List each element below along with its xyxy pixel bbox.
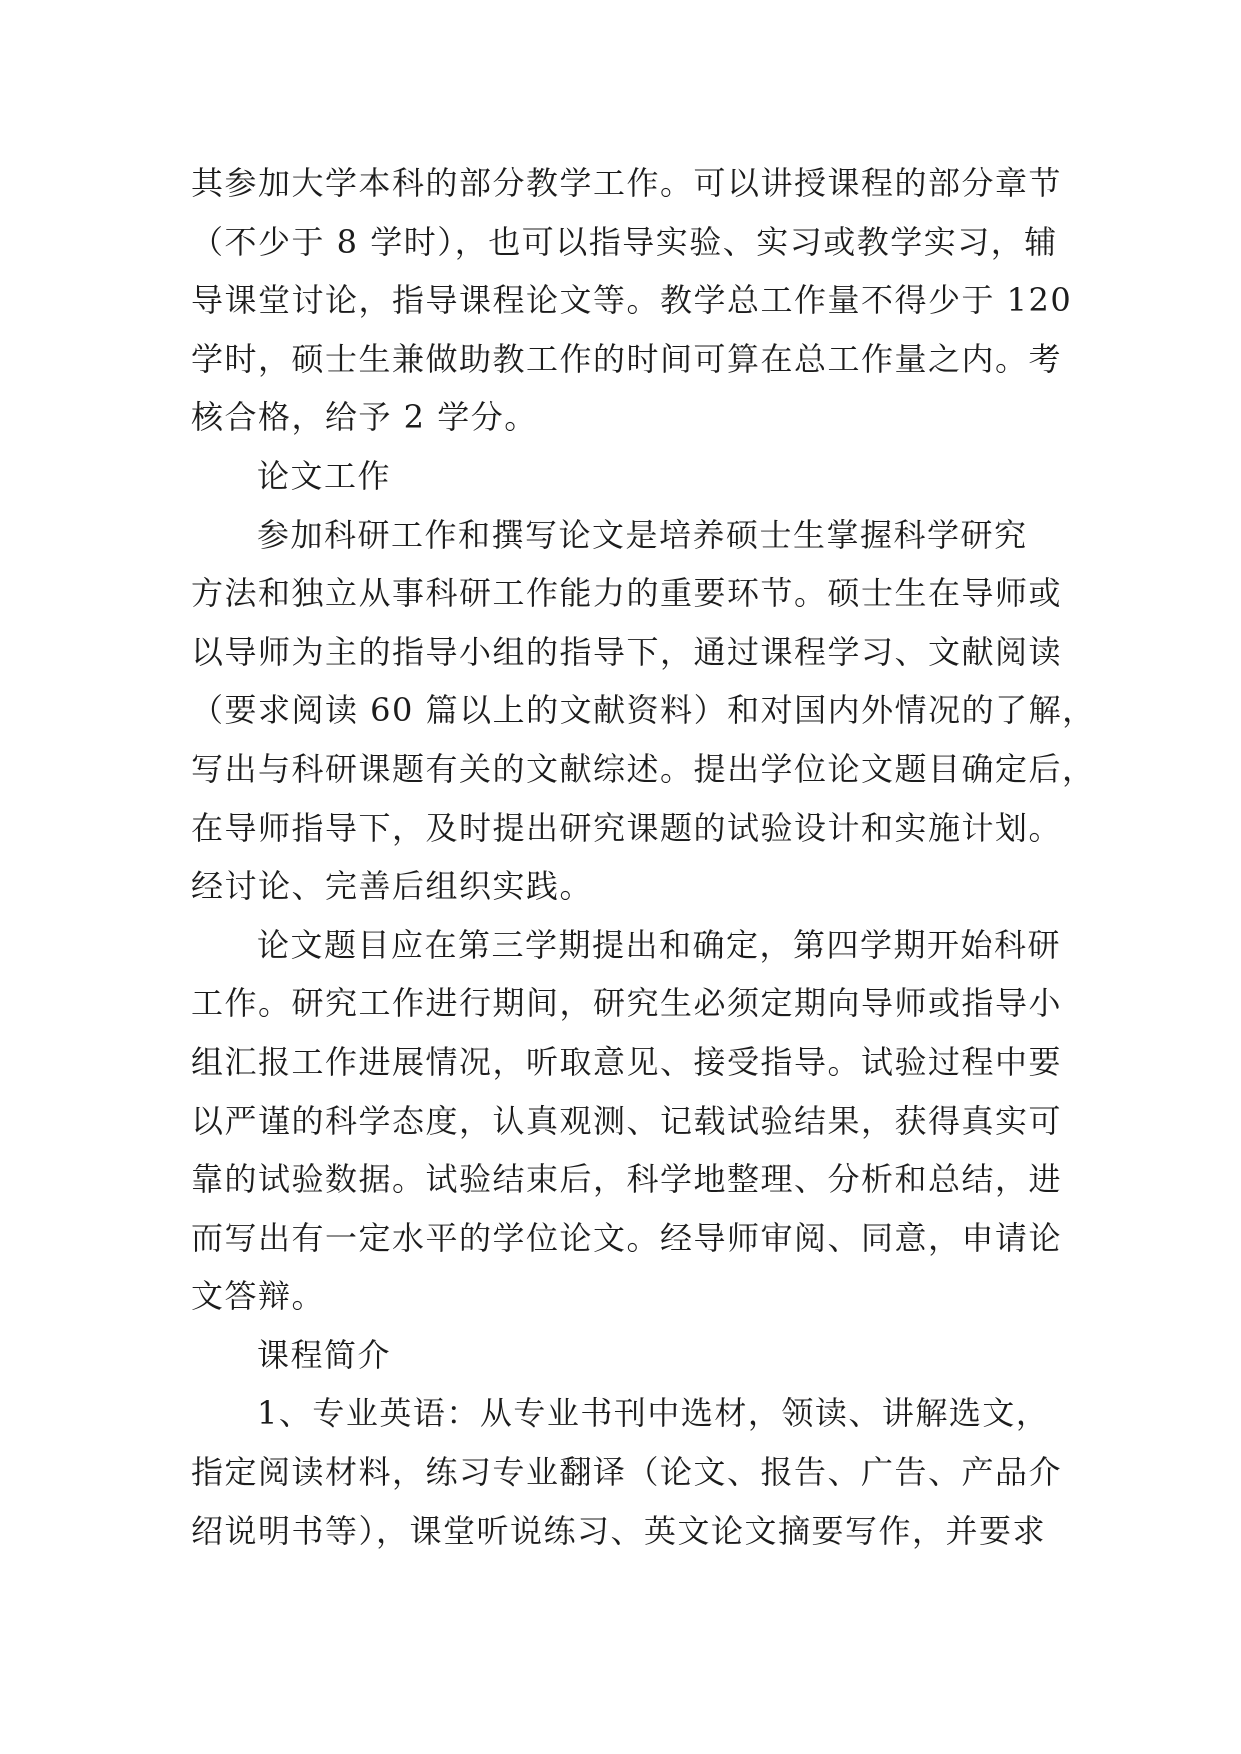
text-line: 经讨论、完善后组织实践。 xyxy=(191,867,594,906)
document-body xyxy=(191,154,1096,1560)
text-line: 核合格，给予 2 学分。 xyxy=(191,398,538,437)
text-line: 工作。研究工作进行期间，研究生必须定期向导师或指导小 xyxy=(191,984,1063,1023)
text-line: 绍说明书等），课堂听说练习、英文论文摘要写作，并要求 xyxy=(191,1511,1047,1550)
text-line: 而写出有一定水平的学位论文。经导师审阅、同意，申请论 xyxy=(191,1218,1063,1257)
text-line: 1、专业英语：从专业书刊中选材，领读、讲解选文， xyxy=(257,1394,1050,1433)
text-line: 学时，硕士生兼做助教工作的时间可算在总工作量之内。考 xyxy=(191,339,1063,378)
text-line: 方法和独立从事科研工作能力的重要环节。硕士生在导师或 xyxy=(191,574,1063,613)
section-heading-course-intro: 课程简介 xyxy=(257,1335,392,1374)
text-line: 在导师指导下，及时提出研究课题的试验设计和实施计划。 xyxy=(191,808,1063,847)
text-line: 论文题目应在第三学期提出和确定，第四学期开始科研 xyxy=(257,925,1062,964)
text-line: 写出与科研课题有关的文献综述。提出学位论文题目确定后， xyxy=(191,749,1096,788)
text-line: （不少于 8 学时），也可以指导实验、实习或教学实习，辅 xyxy=(191,222,1058,261)
text-line: 指定阅读材料，练习专业翻译（论文、报告、广告、产品介 xyxy=(191,1453,1063,1492)
text-line: 其参加大学本科的部分教学工作。可以讲授课程的部分章节 xyxy=(191,164,1063,202)
text-line: 参加科研工作和撰写论文是培养硕士生掌握科学研究 xyxy=(257,515,1028,554)
text-line: 靠的试验数据。试验结束后，科学地整理、分析和总结，进 xyxy=(191,1160,1063,1199)
text-line: 组汇报工作进展情况，听取意见、接受指导。试验过程中要 xyxy=(191,1042,1063,1081)
section-heading-thesis-work: 论文工作 xyxy=(257,456,392,495)
text-line: 以严谨的科学态度，认真观测、记载试验结果，获得真实可 xyxy=(191,1101,1063,1140)
text-line: 以导师为主的指导小组的指导下，通过课程学习、文献阅读 xyxy=(191,632,1063,671)
text-line: 文答辩。 xyxy=(191,1277,326,1316)
text-line: 导课堂讨论，指导课程论文等。教学总工作量不得少于 120 xyxy=(191,281,1073,320)
text-line: （要求阅读 60 篇以上的文献资料）和对国内外情况的了解， xyxy=(191,691,1096,730)
